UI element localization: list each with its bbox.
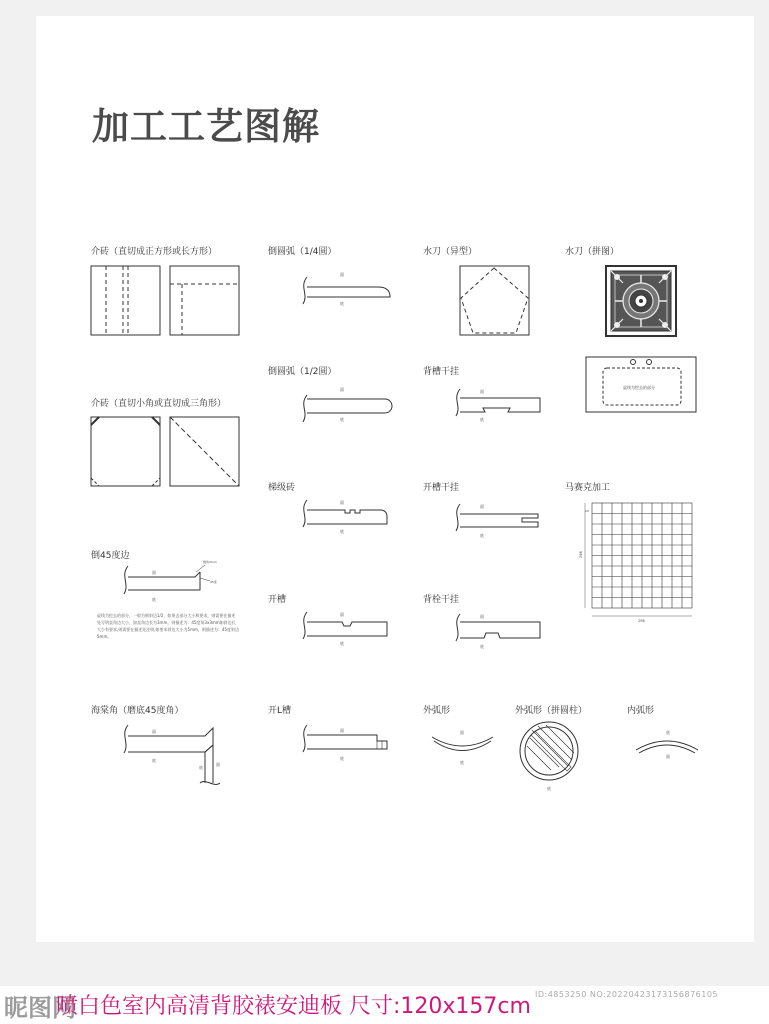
label-waterjet-shape: 水刀（异型） <box>423 247 478 257</box>
half-round-bottom-label: 底 <box>340 417 344 422</box>
slot-hang-face-label: 面 <box>480 504 484 509</box>
label-mosaic: 马赛克加工 <box>565 483 611 493</box>
label-back-bolt-hang: 背栓干挂 <box>423 595 460 605</box>
step-tile-figure <box>303 500 387 527</box>
quarter-round-figure <box>303 277 390 304</box>
footer-watermark-id: ID:4853250 NO:20220423173156876105 <box>535 990 719 999</box>
label-back-groove-hang: 背槽干挂 <box>423 367 460 377</box>
basin-cutout-note: 虚线为挖去的部分 <box>623 385 655 390</box>
label-inner-arc: 内弧形 <box>627 706 655 716</box>
haitang-face-label: 面 <box>152 729 156 734</box>
quarter-round-bottom-label: 底 <box>340 301 344 306</box>
mosaic-cell-dimension: 20 <box>585 509 589 513</box>
haitang-side-face-label: 面 <box>216 762 220 767</box>
arc-column-figure <box>520 722 578 780</box>
label-outer-arc: 外弧形 <box>423 706 451 716</box>
inner-arc-face-label: 面 <box>666 754 670 759</box>
label-l-groove: 开L槽 <box>268 706 292 716</box>
bevel-45-figure <box>124 565 210 594</box>
l-groove-figure <box>303 725 387 752</box>
page-title: 加工工艺图解 <box>92 105 320 148</box>
arc-column-bottom-label: 底 <box>547 786 551 791</box>
footer-caption: 喷白色室内高清背胶裱安迪板 尺寸:120x157cm <box>56 994 531 1019</box>
step-tile-face-label: 面 <box>340 500 344 505</box>
bevel-chamfer-label-b: 45度 <box>210 580 217 584</box>
outer-arc-bottom-label: 底 <box>460 760 464 765</box>
groove-figure <box>303 612 387 639</box>
label-outer-arc-column: 外弧形（拼圆柱） <box>515 706 588 716</box>
quarter-round-face-label: 面 <box>340 272 344 277</box>
groove-bottom-label: 底 <box>340 641 344 646</box>
label-haitang-corner: 海棠角（磨底45度角） <box>91 706 184 716</box>
bevel-note-text: 虚线为挖去的部分，一般为倒斜边1/2，如果去部分大小和要求，则需要在描述处写明直角边大小，如直角边长为3mm，则描述为：45度角3x3mm如斜边长大小有要求,则需要在描述处注明,如要求斜边大小为5mm，则描述为：45度斜边5mm。 <box>97 613 239 639</box>
half-round-figure <box>303 395 392 422</box>
step-tile-bottom-label: 底 <box>340 529 344 534</box>
mosaic-width-dimension: 298 <box>638 619 645 623</box>
slot-hang-bottom-label: 底 <box>480 533 484 538</box>
back-groove-bottom-label: 底 <box>480 417 484 422</box>
back-bolt-hang-figure <box>456 614 540 641</box>
label-bevel-45: 倒45度边 <box>91 551 130 561</box>
half-round-face-label: 面 <box>340 387 344 392</box>
label-half-round: 倒圆弧（1/2圆） <box>268 367 337 377</box>
label-quarter-round: 倒圆弧（1/4圆） <box>268 247 337 257</box>
site-logo-text: 昵图网 <box>4 994 76 1022</box>
inner-arc-figure <box>636 741 698 753</box>
footer-bar <box>0 986 769 1024</box>
mosaic-height-dimension: 298 <box>579 551 583 558</box>
outer-arc-face-label: 面 <box>460 730 464 735</box>
bevel-bottom-label: 底 <box>152 597 156 602</box>
tile-corner-cut-figure <box>91 417 239 486</box>
waterjet-inlay-figure <box>606 266 676 336</box>
label-slot-hang: 开槽干挂 <box>423 483 460 493</box>
groove-face-label: 面 <box>340 612 344 617</box>
tile-straight-cut-figure <box>91 266 239 335</box>
haitang-side-bottom-label: 底 <box>199 765 203 770</box>
label-jiezhuan-triangle: 介砖（直切小角或直切成三角形） <box>91 399 227 409</box>
label-waterjet-inlay: 水刀（拼图） <box>565 247 620 257</box>
waterjet-shape-figure <box>460 266 529 335</box>
l-groove-bottom-label: 底 <box>340 756 344 761</box>
inner-arc-bottom-label: 底 <box>666 730 670 735</box>
haitang-corner-figure <box>124 725 220 784</box>
back-groove-hang-figure <box>456 389 540 416</box>
outer-arc-figure <box>432 737 493 751</box>
haitang-bottom-label: 底 <box>152 758 156 763</box>
label-jiezhuan-square: 介砖（直切成正方形或长方形） <box>91 247 218 257</box>
back-groove-face-label: 面 <box>480 389 484 394</box>
mosaic-grid-figure <box>585 503 692 616</box>
slot-hang-figure <box>456 504 538 531</box>
l-groove-face-label: 面 <box>340 728 344 733</box>
back-bolt-face-label: 面 <box>480 614 484 619</box>
bevel-chamfer-label-a: 倒角3mm <box>203 560 217 564</box>
label-groove: 开槽 <box>268 595 287 605</box>
back-bolt-bottom-label: 底 <box>480 644 484 649</box>
bevel-face-label: 面 <box>152 570 156 575</box>
label-step-tile: 梯级砖 <box>268 483 296 493</box>
